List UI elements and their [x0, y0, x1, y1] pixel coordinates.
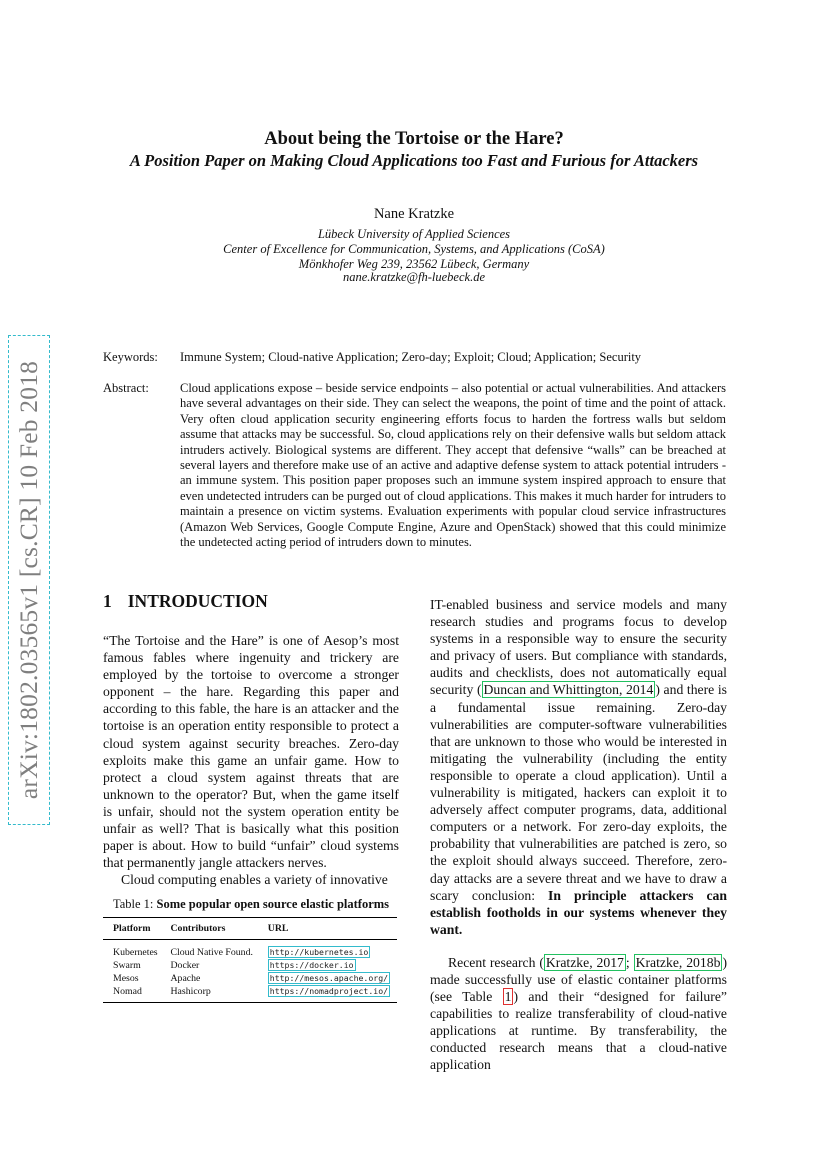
url-cell	[258, 985, 397, 1003]
paper-title: About being the Tortoise or the Hare?	[264, 129, 564, 149]
text-run: ) and their “designed for failure” capabilities to realize transferability of cloud-native applications at runtime. By transferability, the conducted research means that a cloud-native application	[430, 989, 727, 1073]
section-heading	[103, 591, 268, 612]
platforms-table	[103, 917, 397, 1003]
abstract-label: Abstract:	[103, 381, 149, 395]
intro-paragraph-4	[430, 954, 727, 1074]
abstract-text: Cloud applications expose – beside service endpoints – also potential or actual vulnerabilities. And attackers have several advantages on their side. They can select the weapons, the point of time and the point of attack. Very often cloud application security engineering efforts focus to harden the fortress walls but seldom assume that attacks may be successful. So, cloud applications rely on their defensive walls but seldom attack intruders actively. Biological systems are different. They accept that defensive “walls” can be breached at several layers and therefore make use of an active and adaptive defense system to attack potential intruders - an immune system. This position paper proposes such an immune system inspired approach to ensure that even undetected intruders can be purged out of cloud applications. This makes it much harder for intruders to maintain a presence on victim systems. Evaluation experiments with popular cloud service infrastructures (Amazon Web Services, Google Compute Engine, Azure and OpenStack) showed that this could minimize the undetected acting period of intruders down to minutes.	[180, 381, 726, 550]
header-contributors: Contributors	[170, 923, 226, 934]
section-title: INTRODUCTION	[127, 591, 268, 611]
contributor-cell: Cloud Native Found.	[170, 947, 253, 958]
table-row	[103, 972, 397, 985]
table-caption-prefix: Table 1:	[112, 897, 157, 911]
intro-paragraph-1: “The Tortoise and the Hare” is one of Aesop’s most famous fables where ingenuity and trickery are employed by the tortoise to overcome a stronger opponent – the hare. Regarding this paper and according to this fable, the hare is an attacker and the tortoise is an operation entity responsible to protect a cloud system against security breaches. Zero-day exploits make this game an unfair game. How to protect a cloud system against threats that are unknown to the operator? But, when the game itself is unfair, should not the system operation entity be unfair as well? That is basically what this position paper is about. How to build “unfair” cloud systems that permanently jangle attackers nerves.	[103, 633, 399, 871]
contributor-cell: Hashicorp	[160, 985, 257, 1003]
platform-cell: Kubernetes	[113, 947, 158, 958]
author-email: nane.kratzke@fh-luebeck.de	[343, 270, 485, 284]
url-cell	[258, 972, 397, 985]
key-conclusion: In principle attackers can establish footholds in our systems whenever they want.	[430, 887, 727, 937]
affiliation-university: Lübeck University of Applied Sciences	[317, 227, 511, 241]
url-cell	[258, 959, 397, 972]
author-name: Nane Kratzke	[373, 206, 455, 222]
header-platform: Platform	[113, 923, 151, 934]
table-row	[103, 940, 397, 960]
table-row	[103, 959, 397, 972]
table-row	[103, 985, 397, 1003]
table-reference-link[interactable]: 1	[504, 989, 512, 1005]
url-link[interactable]: http://kubernetes.io	[269, 947, 369, 957]
keywords-label: Keywords:	[103, 350, 158, 364]
platform-cell: Nomad	[103, 985, 160, 1003]
right-column	[430, 596, 727, 1074]
citation-link[interactable]: Duncan and Whittington, 2014	[483, 682, 654, 698]
url-link[interactable]: http://mesos.apache.org/	[269, 973, 389, 983]
text-run: ) and there is a fundamental issue remaining. Zero-day vulnerabilities are computer-software vulnerabilities that are unknown to those who would be interested in mitigating the vulnerability (including the entity responsible to operate a cloud application). Until a vulnerability is mitigated, hackers can exploit it to adversely affect computer programs, data, additional computers or a network. For zero-day exploits, the probability that vulnerabilities are patched is zero, so the exploit should always succeed. Therefore, zero-day attacks are a severe threat and we have to draw a scary conclusion:	[430, 682, 727, 903]
affiliation-address: Mönkhofer Weg 239, 23562 Lübeck, Germany	[298, 257, 530, 271]
citation-link[interactable]: Kratzke, 2018b	[635, 954, 721, 970]
section-number: 1	[103, 591, 112, 611]
url-link[interactable]: https://docker.io	[269, 960, 354, 970]
platform-cell: Mesos	[113, 973, 139, 984]
table-header-row	[103, 918, 397, 940]
arxiv-stamp	[8, 335, 50, 825]
contributor-cell: Apache	[170, 973, 201, 984]
platform-cell: Swarm	[113, 960, 141, 971]
text-run: Recent research (	[448, 954, 544, 970]
keywords-text: Immune System; Cloud-native Application; Zero-day; Exploit; Cloud; Application; Security	[180, 350, 642, 364]
intro-paragraph-2: Cloud computing enables a variety of innovative	[121, 872, 388, 888]
text-run: IT-enabled business and service models and many research studies and programs focus to develop systems in a responsible way to ensure the security and privacy of users. But compliance with standards, audits and checklists, does not automatically equal security (	[430, 597, 727, 698]
intro-paragraph-3	[430, 596, 727, 938]
arxiv-id: arXiv:1802.03565v1 [cs.CR] 10 Feb 2018	[14, 360, 43, 800]
header-url: URL	[267, 923, 289, 934]
table-caption-title: Some popular open source elastic platforms	[156, 897, 390, 911]
url-link[interactable]: https://nomadproject.io/	[269, 986, 389, 996]
table-caption	[103, 897, 399, 912]
left-column	[103, 632, 399, 888]
affiliation-center: Center of Excellence for Communication, Systems, and Applications (CoSA)	[223, 242, 605, 256]
contributor-cell: Docker	[170, 960, 200, 971]
text-run: ) made successfully use of elastic container platforms (see Table	[430, 954, 727, 1005]
url-cell	[258, 940, 397, 960]
citation-link[interactable]: Kratzke, 2017	[545, 954, 624, 970]
text-run: ;	[625, 954, 634, 970]
paper-subtitle: A Position Paper on Making Cloud Applications too Fast and Furious for Attackers	[129, 151, 699, 170]
